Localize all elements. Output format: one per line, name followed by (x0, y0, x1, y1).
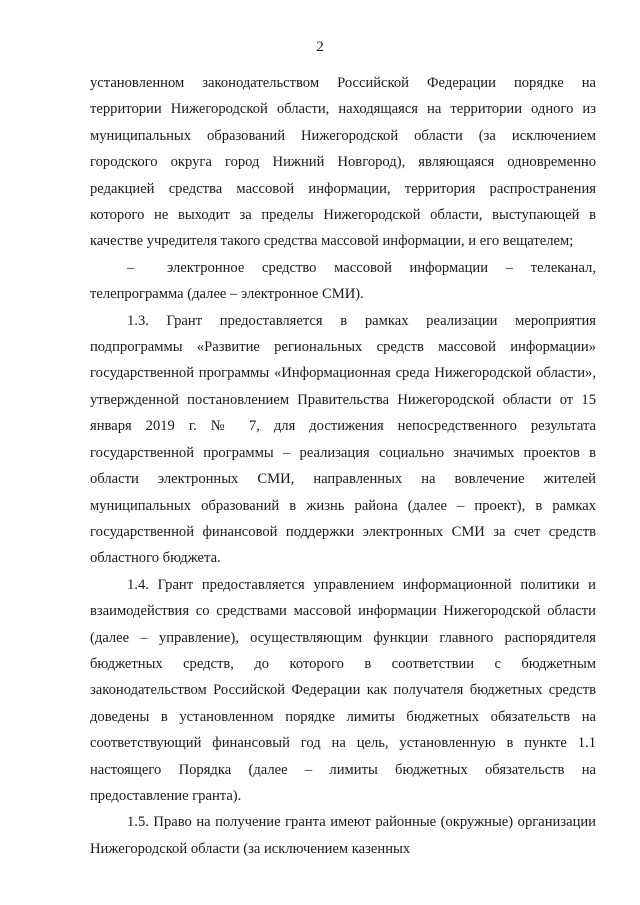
paragraph-1-5: 1.5. Право на получение гранта имеют районные (окружные) организации Нижегородской области (за исключением казенных (90, 814, 596, 857)
paragraph-1-4: 1.4. Грант предоставляется управлением информационной политики и взаимодействия со средствами массовой информации Нижегородской области (далее – управление), осуществляющим функции главного распорядителя бюджетных средств, до которого в соответствии с бюджетным законодательством Российской Федерации как получателя бюджетных средств доведены в установленном порядке лимиты бюджетных обязательств на соответствующий финансовый год на цель, установленную в пункте 1.1 настоящего Порядка (далее – лимиты бюджетных обязательств на предоставление гранта). (90, 576, 596, 804)
dash-list-item (90, 255, 596, 308)
document-body (90, 70, 596, 862)
paragraph-1-3: 1.3. Грант предоставляется в рамках реализации мероприятия подпрограммы «Развитие региональных средств массовой информации» государственной программы «Информационная среда Нижегородской области», утвержденной постановлением Правительства Нижегородской области от 15 января 2019 г. № 7, для достижения непосредственного результата государственной программы – реализация социально значимых проектов в области электронных СМИ, направленных на вовлечение жителей муниципальных образований в жизнь района (далее – проект), в рамках государственной финансовой поддержки электронных СМИ за счет средств областного бюджета. (90, 312, 596, 567)
dash-marker: – (127, 259, 135, 276)
paragraph-continuation: установленном законодательством Российской Федерации порядке на территории Нижегородской области, находящаяся на территории одного из муниципальных образований Нижегородской области (за исключением городского округа город Нижний Новгород), являющаяся одновременно редакцией средства массовой информации, территория распространения которого не выходит за пределы Нижегородской области, выступающей в качестве учредителя такого средства массовой информации, и его вещателем; (90, 75, 596, 250)
page-number: 2 (316, 39, 324, 55)
dash-list-item-text: электронное средство массовой информации – телеканал, телепрограмма (далее – электронное СМИ). (90, 259, 596, 303)
